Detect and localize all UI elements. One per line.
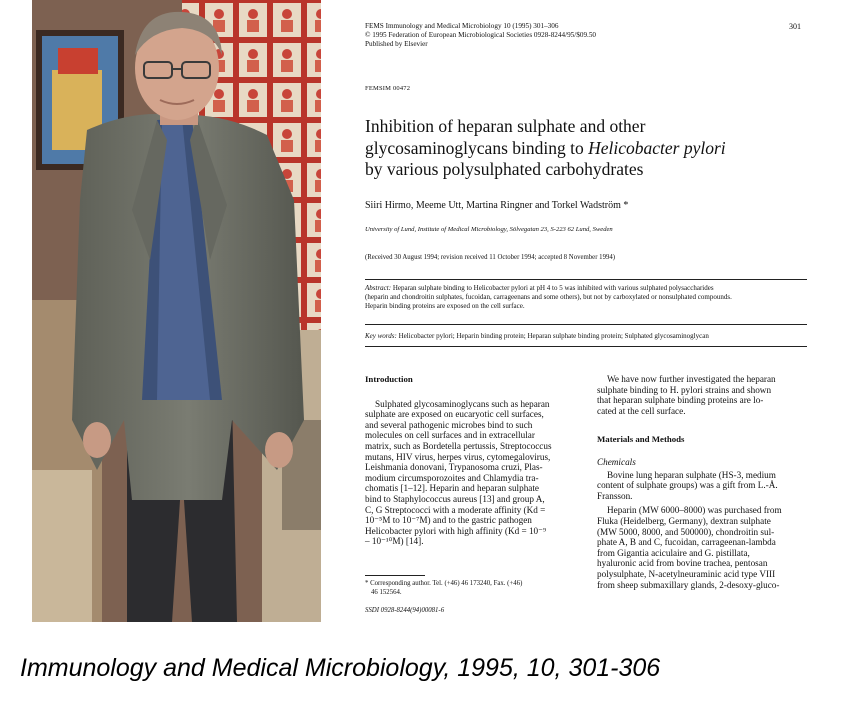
intro-line: sulphate are exposed on eucaryotic cell surfaces, <box>365 409 544 420</box>
intro-continuation <box>597 374 809 416</box>
intro-line: modium circumsporozoites and Chlamydia tra- <box>365 472 539 483</box>
chem-line: content of sulphate groups) was a gift from L.-Å. <box>597 480 778 491</box>
heparin-line: from Gigantia aciculaire and G. pistillata, <box>597 547 750 558</box>
intro-line: matrix, such as Bordetella pertussis, Streptococcus <box>365 440 552 451</box>
chem-line: Bovine lung heparan sulphate (HS-3, medium <box>607 469 776 480</box>
footnote-line-2: 46 152564. <box>371 588 402 596</box>
intro-line: Helicobacter pylori with high affinity (Kd = 10⁻⁹ <box>365 525 547 536</box>
heparin-line: from sheep submaxillary glands, 2-desoxy-gluco- <box>597 579 780 590</box>
received-dates: (Received 30 August 1994; revision received 11 October 1994; accepted 8 November 1994) <box>365 254 616 261</box>
column-right <box>597 374 809 590</box>
article-title <box>365 116 805 181</box>
introduction-paragraph <box>365 399 583 547</box>
journal-article-page <box>333 0 841 625</box>
chem-line: Fransson. <box>597 490 633 501</box>
affiliation: University of Lund, Institute of Medical Microbiology, Sölvegatan 23, S-223 62 Lund, Sweden <box>365 226 613 233</box>
page-number: 301 <box>789 22 801 31</box>
intro-line: molecules on cell surfaces and in extracellular <box>365 430 535 441</box>
footnote <box>365 580 583 597</box>
portrait-photo <box>32 0 321 622</box>
heparin-line: polysulphate, N-acetylneuraminic acid type VIII <box>597 568 776 579</box>
keywords <box>365 332 807 341</box>
abstract-line-1: Heparan sulphate binding to Helicobacter pylori at pH 4 to 5 was inhibited with various sulphated polysaccharides <box>392 284 714 292</box>
intro-line: Leishmania donovani, Trypanosoma cruzi, Plas- <box>365 462 543 473</box>
introduction-heading: Introduction <box>365 374 413 384</box>
rule-bottom <box>365 346 807 347</box>
footnote-rule <box>365 575 425 576</box>
title-line-2-text: glycosaminoglycans binding to <box>365 137 589 158</box>
col2-intro-line: sulphate binding to H. pylori strains and shown <box>597 384 772 395</box>
copyright-line: © 1995 Federation of European Microbiological Societies 0928-8244/95/$09.50 <box>365 31 597 39</box>
heparin-paragraph <box>597 505 809 590</box>
portrait-illustration <box>32 0 321 622</box>
author-list: Siiri Hirmo, Meeme Utt, Martina Ringner and Torkel Wadström * <box>365 200 629 211</box>
keywords-label: Key words: <box>365 332 397 340</box>
title-line-3: by various polysulphated carbohydrates <box>365 159 644 179</box>
heparin-line: Fluka (Heidelberg, Germany), dextran sulphate <box>597 515 771 526</box>
title-line-1: Inhibition of heparan sulphate and other <box>365 116 646 136</box>
intro-line: 10⁻⁵M to 10⁻⁷M) and to the gastric pathogen <box>365 515 532 526</box>
col2-intro-line: that heparan sulphate binding proteins are lo- <box>597 395 764 406</box>
heparin-line: phate A, B and C, fucoidan, carrageenan-lambda <box>597 537 776 548</box>
title-line-2-organism: Helicobacter pylori <box>588 137 726 158</box>
intro-line: C, G Streptococci with a moderate affinity (Kd = <box>365 504 546 515</box>
abstract-line-2: (heparin and chondroitin sulphates, fucoidan, carrageenans and some others), but not by carboxylated or nonsulphated compounds. <box>365 293 732 301</box>
intro-line: and several pathogenic microbes bind to such <box>365 419 533 430</box>
intro-line: mutans, HIV virus, herpes virus, cytomegalovirus, <box>365 451 551 462</box>
footnote-line-1: * Corresponding author. Tel. (+46) 46 173240, Fax. (+46) <box>365 580 523 587</box>
title-line-2 <box>365 138 805 160</box>
heparin-line: Heparin (MW 6000–8000) was purchased from <box>607 505 782 516</box>
abstract-label: Abstract: <box>365 284 392 292</box>
rule-mid <box>365 324 807 325</box>
chemicals-heading: Chemicals <box>597 456 636 467</box>
article-code: FEMSIM 00472 <box>365 85 411 92</box>
intro-line: Sulphated glycosaminoglycans such as heparan <box>375 398 550 409</box>
slide-caption: Immunology and Medical Microbiology, 1995, 10, 301-306 <box>20 654 661 682</box>
journal-line: FEMS Immunology and Medical Microbiology 10 (1995) 301–306 <box>365 22 559 30</box>
col2-intro-line: cated at the cell surface. <box>597 405 686 416</box>
publisher-line: Published by Elsevier <box>365 40 428 48</box>
intro-line: bind to Staphylococcus aureus [13] and group A, <box>365 493 545 504</box>
heparin-line: hyaluronic acid from bovine trachea, pentosan <box>597 558 768 569</box>
keywords-text: Helicobacter pylori; Heparin binding protein; Heparan sulphate binding protein; Sulphated glycosaminoglycan <box>398 332 709 340</box>
abstract-line-3: Heparin binding proteins are exposed on the cell surface. <box>365 302 525 310</box>
rule-top <box>365 279 807 280</box>
ssdi-code: SSDI 0928-8244(94)00081-6 <box>365 607 445 614</box>
abstract-line <box>365 284 807 293</box>
chemicals-paragraph <box>597 470 809 502</box>
intro-line: – 10⁻¹⁰M) [14]. <box>365 536 424 547</box>
methods-heading: Materials and Methods <box>597 434 685 445</box>
heparin-line: (MW 5000, 8000, and 500000), chondroitin sul- <box>597 526 775 537</box>
column-left <box>365 374 583 547</box>
col2-intro-line: We have now further investigated the heparan <box>607 374 776 384</box>
intro-line: chomatis [1–12]. Heparin and heparan sulphate <box>365 483 539 494</box>
abstract <box>365 284 807 311</box>
